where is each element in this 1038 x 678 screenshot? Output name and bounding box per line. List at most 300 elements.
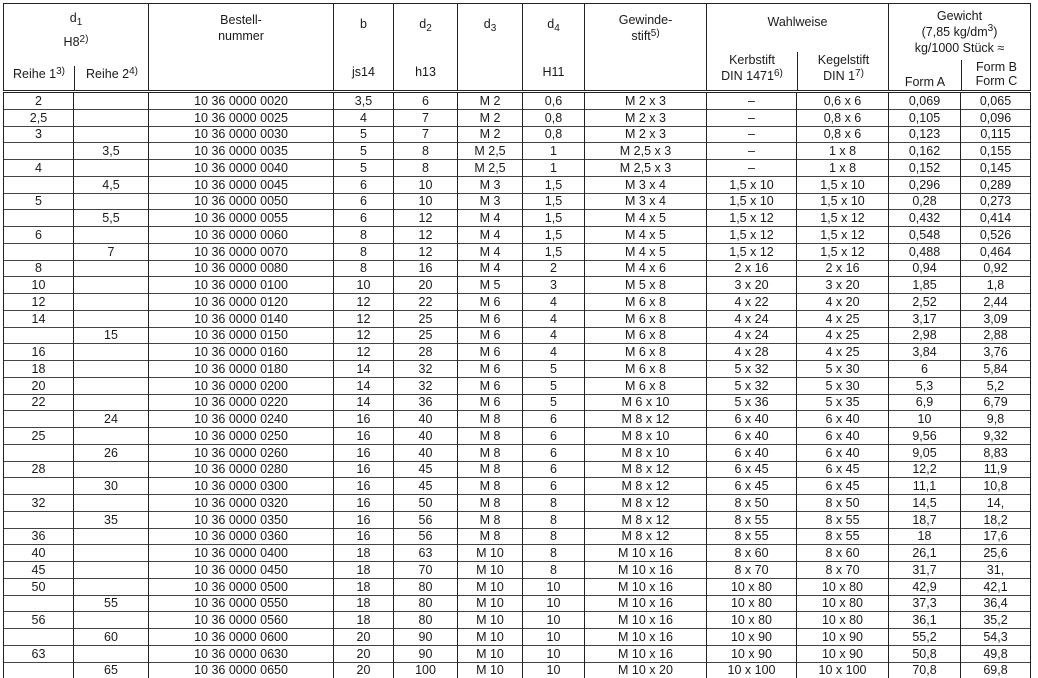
cell-d1-reihe1 bbox=[4, 143, 74, 160]
cell-gewicht-form-a: 2,98 bbox=[889, 327, 961, 344]
cell-d4: 4 bbox=[523, 327, 585, 344]
cell-kerbstift: 10 x 90 bbox=[707, 629, 797, 646]
table-row bbox=[4, 92, 1031, 110]
cell-d2: 70 bbox=[394, 562, 458, 579]
cell-gewicht-form-bc: 35,2 bbox=[961, 612, 1031, 629]
cell-kegelstift: 8 x 55 bbox=[797, 511, 889, 528]
cell-d4: 4 bbox=[523, 294, 585, 311]
table-row bbox=[4, 227, 1031, 244]
header-bestellnummer bbox=[149, 4, 334, 92]
cell-gewindestift: M 6 x 8 bbox=[585, 377, 707, 394]
cell-d4: 1,5 bbox=[523, 227, 585, 244]
table-row bbox=[4, 294, 1031, 311]
cell-gewicht-form-a: 0,105 bbox=[889, 109, 961, 126]
cell-d2: 12 bbox=[394, 210, 458, 227]
cell-gewindestift: M 2,5 x 3 bbox=[585, 143, 707, 160]
cell-bestellnummer: 10 36 0000 0035 bbox=[149, 143, 334, 160]
kegelstift-footnote: 7) bbox=[855, 68, 864, 79]
cell-b: 6 bbox=[334, 210, 394, 227]
cell-gewindestift: M 10 x 16 bbox=[585, 645, 707, 662]
cell-d1-reihe2 bbox=[74, 461, 149, 478]
cell-gewindestift: M 10 x 16 bbox=[585, 595, 707, 612]
cell-gewicht-form-a: 0,296 bbox=[889, 176, 961, 193]
cell-b: 18 bbox=[334, 612, 394, 629]
cell-bestellnummer: 10 36 0000 0650 bbox=[149, 662, 334, 678]
cell-d1-reihe1: 32 bbox=[4, 495, 74, 512]
d1-footnote: 2) bbox=[80, 34, 89, 45]
cell-kerbstift: 10 x 80 bbox=[707, 578, 797, 595]
cell-gewicht-form-a: 42,9 bbox=[889, 578, 961, 595]
cell-kegelstift: 4 x 25 bbox=[797, 344, 889, 361]
cell-d3: M 8 bbox=[458, 528, 523, 545]
cell-gewicht-form-bc: 14, bbox=[961, 495, 1031, 512]
cell-d4: 8 bbox=[523, 562, 585, 579]
cell-gewicht-form-bc: 42,1 bbox=[961, 578, 1031, 595]
cell-kegelstift: 10 x 80 bbox=[797, 612, 889, 629]
table-row bbox=[4, 645, 1031, 662]
table-body bbox=[4, 92, 1031, 678]
cell-d1-reihe2 bbox=[74, 394, 149, 411]
cell-d2: 40 bbox=[394, 428, 458, 445]
cell-d1-reihe2 bbox=[74, 377, 149, 394]
cell-gewicht-form-a: 55,2 bbox=[889, 629, 961, 646]
cell-d1-reihe2: 30 bbox=[74, 478, 149, 495]
cell-gewicht-form-bc: 0,115 bbox=[961, 126, 1031, 143]
cell-gewicht-form-bc: 49,8 bbox=[961, 645, 1031, 662]
cell-gewicht-form-bc: 31, bbox=[961, 562, 1031, 579]
cell-b: 10 bbox=[334, 277, 394, 294]
cell-kerbstift: 10 x 80 bbox=[707, 612, 797, 629]
cell-d3: M 10 bbox=[458, 662, 523, 678]
cell-kegelstift: 4 x 20 bbox=[797, 294, 889, 311]
cell-d1-reihe1 bbox=[4, 662, 74, 678]
cell-kegelstift: 6 x 40 bbox=[797, 444, 889, 461]
table-row bbox=[4, 260, 1031, 277]
cell-kerbstift: 2 x 16 bbox=[707, 260, 797, 277]
cell-d4: 6 bbox=[523, 461, 585, 478]
cell-b: 6 bbox=[334, 176, 394, 193]
cell-gewicht-form-a: 0,123 bbox=[889, 126, 961, 143]
cell-d1-reihe1: 2,5 bbox=[4, 109, 74, 126]
cell-d1-reihe2: 26 bbox=[74, 444, 149, 461]
cell-d2: 32 bbox=[394, 377, 458, 394]
cell-gewicht-form-bc: 1,8 bbox=[961, 277, 1031, 294]
cell-d1-reihe1: 50 bbox=[4, 578, 74, 595]
cell-d1-reihe2 bbox=[74, 528, 149, 545]
kerbstift-line1: Kerbstift bbox=[707, 52, 797, 68]
table-row bbox=[4, 511, 1031, 528]
cell-kegelstift: 10 x 90 bbox=[797, 645, 889, 662]
cell-kerbstift: 4 x 24 bbox=[707, 310, 797, 327]
cell-b: 18 bbox=[334, 595, 394, 612]
cell-gewindestift: M 10 x 16 bbox=[585, 612, 707, 629]
cell-d3: M 5 bbox=[458, 277, 523, 294]
cell-kegelstift: 8 x 50 bbox=[797, 495, 889, 512]
cell-gewicht-form-bc: 6,79 bbox=[961, 394, 1031, 411]
cell-d1-reihe1: 36 bbox=[4, 528, 74, 545]
cell-d3: M 2 bbox=[458, 109, 523, 126]
cell-kerbstift: 8 x 55 bbox=[707, 511, 797, 528]
cell-b: 18 bbox=[334, 562, 394, 579]
cell-bestellnummer: 10 36 0000 0025 bbox=[149, 109, 334, 126]
gewinde-line2: stift bbox=[631, 29, 650, 43]
table-row bbox=[4, 344, 1031, 361]
cell-d1-reihe1: 63 bbox=[4, 645, 74, 662]
gewicht-line2a: (7,85 kg/dm bbox=[922, 25, 988, 39]
cell-b: 16 bbox=[334, 444, 394, 461]
cell-gewicht-form-bc: 18,2 bbox=[961, 511, 1031, 528]
d3-label: d bbox=[484, 17, 491, 31]
d4-subscript: 4 bbox=[554, 23, 560, 34]
cell-gewicht-form-a: 0,152 bbox=[889, 160, 961, 177]
table-row bbox=[4, 478, 1031, 495]
cell-b: 5 bbox=[334, 143, 394, 160]
cell-b: 18 bbox=[334, 545, 394, 562]
cell-gewicht-form-a: 37,3 bbox=[889, 595, 961, 612]
cell-b: 16 bbox=[334, 478, 394, 495]
cell-bestellnummer: 10 36 0000 0260 bbox=[149, 444, 334, 461]
cell-d2: 10 bbox=[394, 176, 458, 193]
cell-d2: 90 bbox=[394, 645, 458, 662]
cell-gewicht-form-a: 9,05 bbox=[889, 444, 961, 461]
cell-kerbstift: 8 x 50 bbox=[707, 495, 797, 512]
cell-bestellnummer: 10 36 0000 0050 bbox=[149, 193, 334, 210]
cell-gewindestift: M 8 x 12 bbox=[585, 411, 707, 428]
cell-gewicht-form-bc: 5,84 bbox=[961, 361, 1031, 378]
cell-gewindestift: M 6 x 8 bbox=[585, 310, 707, 327]
reihe2-label: Reihe 2 bbox=[86, 67, 129, 81]
cell-kegelstift: 0,8 x 6 bbox=[797, 109, 889, 126]
cell-d4: 1,5 bbox=[523, 243, 585, 260]
cell-d4: 6 bbox=[523, 444, 585, 461]
cell-gewindestift: M 8 x 12 bbox=[585, 528, 707, 545]
cell-d2: 45 bbox=[394, 461, 458, 478]
cell-d2: 80 bbox=[394, 595, 458, 612]
cell-d4: 1,5 bbox=[523, 176, 585, 193]
cell-d1-reihe1: 45 bbox=[4, 562, 74, 579]
cell-gewicht-form-bc: 0,526 bbox=[961, 227, 1031, 244]
cell-gewicht-form-a: 5,3 bbox=[889, 377, 961, 394]
reihe1-label: Reihe 1 bbox=[13, 67, 56, 81]
cell-d1-reihe2 bbox=[74, 294, 149, 311]
cell-d3: M 8 bbox=[458, 411, 523, 428]
table-row bbox=[4, 361, 1031, 378]
cell-bestellnummer: 10 36 0000 0350 bbox=[149, 511, 334, 528]
table-row bbox=[4, 578, 1031, 595]
cell-gewicht-form-bc: 0,096 bbox=[961, 109, 1031, 126]
header-d4 bbox=[523, 4, 585, 92]
product-table bbox=[3, 3, 1031, 678]
cell-gewindestift: M 6 x 8 bbox=[585, 294, 707, 311]
cell-bestellnummer: 10 36 0000 0360 bbox=[149, 528, 334, 545]
gewicht-line2-sup: 3 bbox=[988, 23, 994, 34]
cell-d1-reihe2: 4,5 bbox=[74, 176, 149, 193]
cell-gewicht-form-bc: 9,8 bbox=[961, 411, 1031, 428]
cell-kegelstift: 5 x 30 bbox=[797, 361, 889, 378]
cell-d3: M 8 bbox=[458, 511, 523, 528]
cell-d4: 8 bbox=[523, 528, 585, 545]
cell-kerbstift: 1,5 x 10 bbox=[707, 193, 797, 210]
cell-d1-reihe2 bbox=[74, 277, 149, 294]
cell-d3: M 10 bbox=[458, 578, 523, 595]
cell-gewicht-form-a: 36,1 bbox=[889, 612, 961, 629]
cell-d1-reihe1: 20 bbox=[4, 377, 74, 394]
cell-kegelstift: 1,5 x 12 bbox=[797, 210, 889, 227]
cell-d1-reihe2: 55 bbox=[74, 595, 149, 612]
cell-d1-reihe2 bbox=[74, 193, 149, 210]
header-wahlweise bbox=[707, 4, 889, 92]
cell-gewicht-form-bc: 69,8 bbox=[961, 662, 1031, 678]
cell-gewicht-form-a: 1,85 bbox=[889, 277, 961, 294]
cell-bestellnummer: 10 36 0000 0280 bbox=[149, 461, 334, 478]
cell-kegelstift: 1 x 8 bbox=[797, 160, 889, 177]
cell-gewicht-form-bc: 10,8 bbox=[961, 478, 1031, 495]
cell-d3: M 10 bbox=[458, 545, 523, 562]
cell-kegelstift: 10 x 100 bbox=[797, 662, 889, 678]
cell-d4: 0,8 bbox=[523, 109, 585, 126]
cell-gewicht-form-a: 3,84 bbox=[889, 344, 961, 361]
cell-d1-reihe1: 40 bbox=[4, 545, 74, 562]
cell-d1-reihe2 bbox=[74, 495, 149, 512]
cell-d4: 6 bbox=[523, 478, 585, 495]
cell-kerbstift: 10 x 80 bbox=[707, 595, 797, 612]
cell-d2: 63 bbox=[394, 545, 458, 562]
cell-kerbstift: 6 x 45 bbox=[707, 461, 797, 478]
cell-gewindestift: M 4 x 5 bbox=[585, 227, 707, 244]
cell-gewicht-form-bc: 8,83 bbox=[961, 444, 1031, 461]
cell-d1-reihe2 bbox=[74, 126, 149, 143]
cell-kerbstift: 5 x 36 bbox=[707, 394, 797, 411]
cell-gewindestift: M 5 x 8 bbox=[585, 277, 707, 294]
cell-gewicht-form-a: 70,8 bbox=[889, 662, 961, 678]
form-b-label: Form B bbox=[962, 60, 1031, 74]
cell-kerbstift: 1,5 x 12 bbox=[707, 243, 797, 260]
table-row bbox=[4, 143, 1031, 160]
cell-d1-reihe1: 18 bbox=[4, 361, 74, 378]
cell-d1-reihe1: 5 bbox=[4, 193, 74, 210]
cell-kerbstift: 4 x 24 bbox=[707, 327, 797, 344]
cell-d1-reihe2: 3,5 bbox=[74, 143, 149, 160]
cell-gewicht-form-bc: 2,44 bbox=[961, 294, 1031, 311]
d2-subscript: 2 bbox=[426, 23, 432, 34]
cell-kegelstift: 1,5 x 12 bbox=[797, 243, 889, 260]
bestell-line1: Bestell- bbox=[149, 12, 333, 28]
cell-gewicht-form-bc: 0,464 bbox=[961, 243, 1031, 260]
cell-d1-reihe2 bbox=[74, 92, 149, 110]
cell-bestellnummer: 10 36 0000 0400 bbox=[149, 545, 334, 562]
cell-d3: M 4 bbox=[458, 260, 523, 277]
cell-d2: 25 bbox=[394, 310, 458, 327]
cell-b: 16 bbox=[334, 511, 394, 528]
cell-d4: 4 bbox=[523, 344, 585, 361]
cell-d3: M 3 bbox=[458, 176, 523, 193]
cell-b: 16 bbox=[334, 428, 394, 445]
cell-kegelstift: 5 x 35 bbox=[797, 394, 889, 411]
cell-gewindestift: M 10 x 16 bbox=[585, 578, 707, 595]
gewinde-footnote: 5) bbox=[651, 28, 660, 39]
cell-d1-reihe2: 65 bbox=[74, 662, 149, 678]
cell-bestellnummer: 10 36 0000 0200 bbox=[149, 377, 334, 394]
cell-kerbstift: 1,5 x 12 bbox=[707, 227, 797, 244]
cell-d1-reihe1 bbox=[4, 243, 74, 260]
cell-gewicht-form-a: 12,2 bbox=[889, 461, 961, 478]
cell-b: 5 bbox=[334, 160, 394, 177]
cell-d2: 56 bbox=[394, 511, 458, 528]
cell-d1-reihe2 bbox=[74, 361, 149, 378]
cell-bestellnummer: 10 36 0000 0600 bbox=[149, 629, 334, 646]
cell-gewindestift: M 8 x 12 bbox=[585, 461, 707, 478]
cell-kerbstift: – bbox=[707, 160, 797, 177]
kerbstift-footnote: 6) bbox=[774, 68, 783, 79]
cell-kerbstift: 8 x 60 bbox=[707, 545, 797, 562]
cell-gewindestift: M 6 x 8 bbox=[585, 327, 707, 344]
cell-bestellnummer: 10 36 0000 0220 bbox=[149, 394, 334, 411]
table-row bbox=[4, 210, 1031, 227]
cell-d2: 10 bbox=[394, 193, 458, 210]
b-label: b bbox=[334, 16, 393, 32]
cell-d3: M 6 bbox=[458, 361, 523, 378]
cell-bestellnummer: 10 36 0000 0240 bbox=[149, 411, 334, 428]
cell-d1-reihe1: 4 bbox=[4, 160, 74, 177]
cell-gewicht-form-bc: 0,273 bbox=[961, 193, 1031, 210]
cell-b: 8 bbox=[334, 243, 394, 260]
cell-d4: 8 bbox=[523, 511, 585, 528]
cell-d2: 40 bbox=[394, 444, 458, 461]
cell-gewindestift: M 10 x 16 bbox=[585, 629, 707, 646]
cell-gewicht-form-a: 0,488 bbox=[889, 243, 961, 260]
cell-d1-reihe1: 56 bbox=[4, 612, 74, 629]
cell-gewicht-form-a: 0,162 bbox=[889, 143, 961, 160]
cell-d4: 0,8 bbox=[523, 126, 585, 143]
cell-d3: M 8 bbox=[458, 478, 523, 495]
header-d3 bbox=[458, 4, 523, 92]
cell-b: 16 bbox=[334, 411, 394, 428]
cell-kerbstift: 5 x 32 bbox=[707, 361, 797, 378]
cell-gewindestift: M 10 x 20 bbox=[585, 662, 707, 678]
cell-kerbstift: 6 x 40 bbox=[707, 444, 797, 461]
cell-d1-reihe1: 10 bbox=[4, 277, 74, 294]
cell-gewindestift: M 4 x 5 bbox=[585, 210, 707, 227]
cell-d1-reihe2 bbox=[74, 612, 149, 629]
cell-gewicht-form-a: 14,5 bbox=[889, 495, 961, 512]
cell-d4: 10 bbox=[523, 645, 585, 662]
cell-d4: 10 bbox=[523, 578, 585, 595]
table-row bbox=[4, 629, 1031, 646]
cell-b: 12 bbox=[334, 344, 394, 361]
cell-bestellnummer: 10 36 0000 0100 bbox=[149, 277, 334, 294]
cell-d3: M 2 bbox=[458, 92, 523, 110]
cell-kegelstift: 1 x 8 bbox=[797, 143, 889, 160]
cell-gewicht-form-a: 0,94 bbox=[889, 260, 961, 277]
table-row bbox=[4, 411, 1031, 428]
kegelstift-line2: DIN 1 bbox=[823, 69, 855, 83]
table-row bbox=[4, 176, 1031, 193]
cell-d3: M 3 bbox=[458, 193, 523, 210]
cell-d2: 80 bbox=[394, 578, 458, 595]
cell-gewicht-form-bc: 0,155 bbox=[961, 143, 1031, 160]
cell-b: 8 bbox=[334, 260, 394, 277]
d1-subscript: 1 bbox=[77, 17, 83, 28]
table-row bbox=[4, 277, 1031, 294]
cell-kegelstift: 10 x 90 bbox=[797, 629, 889, 646]
cell-d3: M 4 bbox=[458, 210, 523, 227]
cell-bestellnummer: 10 36 0000 0060 bbox=[149, 227, 334, 244]
header-gewindestift bbox=[585, 4, 707, 92]
cell-bestellnummer: 10 36 0000 0320 bbox=[149, 495, 334, 512]
cell-d4: 10 bbox=[523, 612, 585, 629]
cell-d2: 90 bbox=[394, 629, 458, 646]
cell-gewicht-form-bc: 3,76 bbox=[961, 344, 1031, 361]
cell-kerbstift: – bbox=[707, 92, 797, 110]
cell-d4: 2 bbox=[523, 260, 585, 277]
cell-d1-reihe1: 25 bbox=[4, 428, 74, 445]
cell-d1-reihe2: 5,5 bbox=[74, 210, 149, 227]
cell-gewicht-form-a: 0,069 bbox=[889, 92, 961, 110]
cell-d1-reihe1: 8 bbox=[4, 260, 74, 277]
cell-d1-reihe2: 35 bbox=[74, 511, 149, 528]
cell-d1-reihe1 bbox=[4, 411, 74, 428]
table-row bbox=[4, 461, 1031, 478]
cell-gewindestift: M 8 x 12 bbox=[585, 495, 707, 512]
cell-kerbstift: – bbox=[707, 143, 797, 160]
cell-d1-reihe1 bbox=[4, 176, 74, 193]
cell-gewicht-form-bc: 3,09 bbox=[961, 310, 1031, 327]
cell-bestellnummer: 10 36 0000 0140 bbox=[149, 310, 334, 327]
cell-kerbstift: 10 x 100 bbox=[707, 662, 797, 678]
cell-kegelstift: 3 x 20 bbox=[797, 277, 889, 294]
cell-gewicht-form-a: 6 bbox=[889, 361, 961, 378]
cell-d3: M 6 bbox=[458, 294, 523, 311]
table-row bbox=[4, 662, 1031, 678]
cell-d1-reihe1: 16 bbox=[4, 344, 74, 361]
cell-kegelstift: 1,5 x 10 bbox=[797, 193, 889, 210]
cell-gewicht-form-a: 6,9 bbox=[889, 394, 961, 411]
cell-d2: 28 bbox=[394, 344, 458, 361]
cell-d1-reihe2 bbox=[74, 160, 149, 177]
cell-d4: 1 bbox=[523, 160, 585, 177]
cell-d2: 40 bbox=[394, 411, 458, 428]
cell-gewindestift: M 2 x 3 bbox=[585, 109, 707, 126]
wahlweise-label: Wahlweise bbox=[707, 14, 888, 30]
cell-d3: M 4 bbox=[458, 243, 523, 260]
cell-kegelstift: 1,5 x 12 bbox=[797, 227, 889, 244]
cell-b: 12 bbox=[334, 327, 394, 344]
table-row bbox=[4, 377, 1031, 394]
gewicht-line1: Gewicht bbox=[889, 8, 1030, 24]
table-row bbox=[4, 545, 1031, 562]
gewinde-line1: Gewinde- bbox=[585, 12, 706, 28]
cell-d4: 10 bbox=[523, 629, 585, 646]
cell-gewicht-form-a: 10 bbox=[889, 411, 961, 428]
cell-d2: 12 bbox=[394, 227, 458, 244]
cell-d1-reihe2 bbox=[74, 260, 149, 277]
cell-gewicht-form-a: 2,52 bbox=[889, 294, 961, 311]
form-c-label: Form C bbox=[962, 74, 1031, 88]
header-gewicht bbox=[889, 4, 1031, 92]
cell-gewindestift: M 10 x 16 bbox=[585, 545, 707, 562]
cell-d1-reihe1: 14 bbox=[4, 310, 74, 327]
cell-d4: 1,5 bbox=[523, 210, 585, 227]
cell-bestellnummer: 10 36 0000 0080 bbox=[149, 260, 334, 277]
cell-kerbstift: – bbox=[707, 109, 797, 126]
cell-kegelstift: 8 x 55 bbox=[797, 528, 889, 545]
cell-d1-reihe2 bbox=[74, 545, 149, 562]
cell-gewindestift: M 8 x 10 bbox=[585, 444, 707, 461]
cell-b: 14 bbox=[334, 361, 394, 378]
cell-d4: 8 bbox=[523, 545, 585, 562]
cell-gewindestift: M 2 x 3 bbox=[585, 126, 707, 143]
cell-d1-reihe2: 60 bbox=[74, 629, 149, 646]
